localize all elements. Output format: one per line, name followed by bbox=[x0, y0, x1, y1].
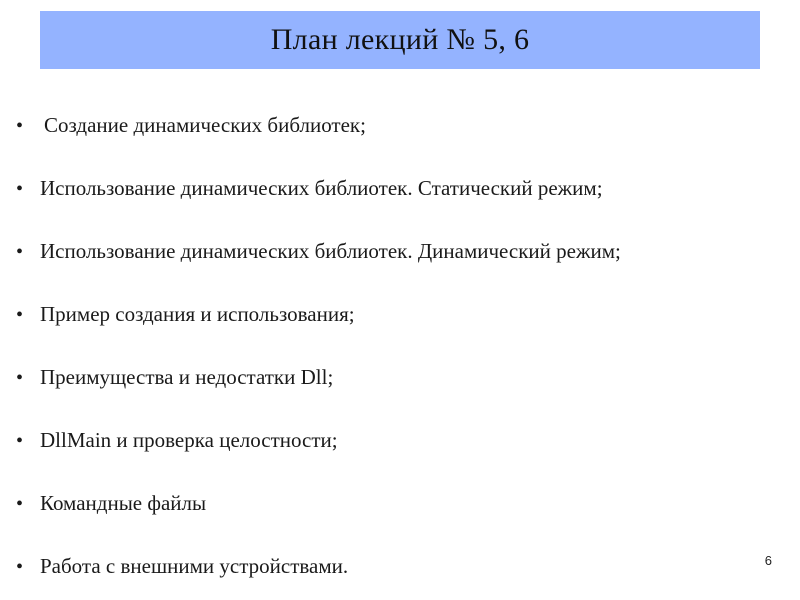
bullet-icon: • bbox=[16, 177, 24, 200]
list-item-text: Командные файлы bbox=[40, 490, 207, 515]
list-item-text: Преимущества и недостатки Dll; bbox=[40, 364, 334, 389]
list-item-text: Пример создания и использования; bbox=[40, 301, 355, 326]
list-item-text: Работа с внешними устройствами. bbox=[40, 553, 349, 578]
bullet-icon: • bbox=[16, 240, 24, 263]
list-item bbox=[16, 346, 786, 409]
bullet-icon: • bbox=[16, 555, 24, 578]
list-item-text: Использование динамических библиотек. Динамический режим; bbox=[40, 238, 621, 263]
bullet-icon: • bbox=[16, 429, 24, 452]
bullet-icon: • bbox=[16, 366, 24, 389]
list-item bbox=[16, 283, 786, 346]
list-item-text: Создание динамических библиотек; bbox=[44, 112, 366, 137]
bullet-icon: • bbox=[16, 303, 24, 326]
bullet-icon: • bbox=[16, 492, 24, 515]
list-item bbox=[16, 94, 786, 157]
bullet-icon: • bbox=[16, 114, 24, 137]
title-banner bbox=[40, 11, 760, 69]
slide-title: План лекций № 5, 6 bbox=[270, 23, 530, 56]
list-item bbox=[16, 472, 786, 535]
list-item bbox=[16, 409, 786, 472]
list-item bbox=[16, 157, 786, 220]
page-number: 6 bbox=[764, 553, 772, 568]
list-item bbox=[16, 535, 786, 598]
list-item-text: DllMain и проверка целостности; bbox=[40, 427, 338, 452]
list-item-text: Использование динамических библиотек. Статический режим; bbox=[40, 175, 603, 200]
list-item bbox=[16, 220, 786, 283]
lecture-plan-list bbox=[16, 94, 786, 598]
